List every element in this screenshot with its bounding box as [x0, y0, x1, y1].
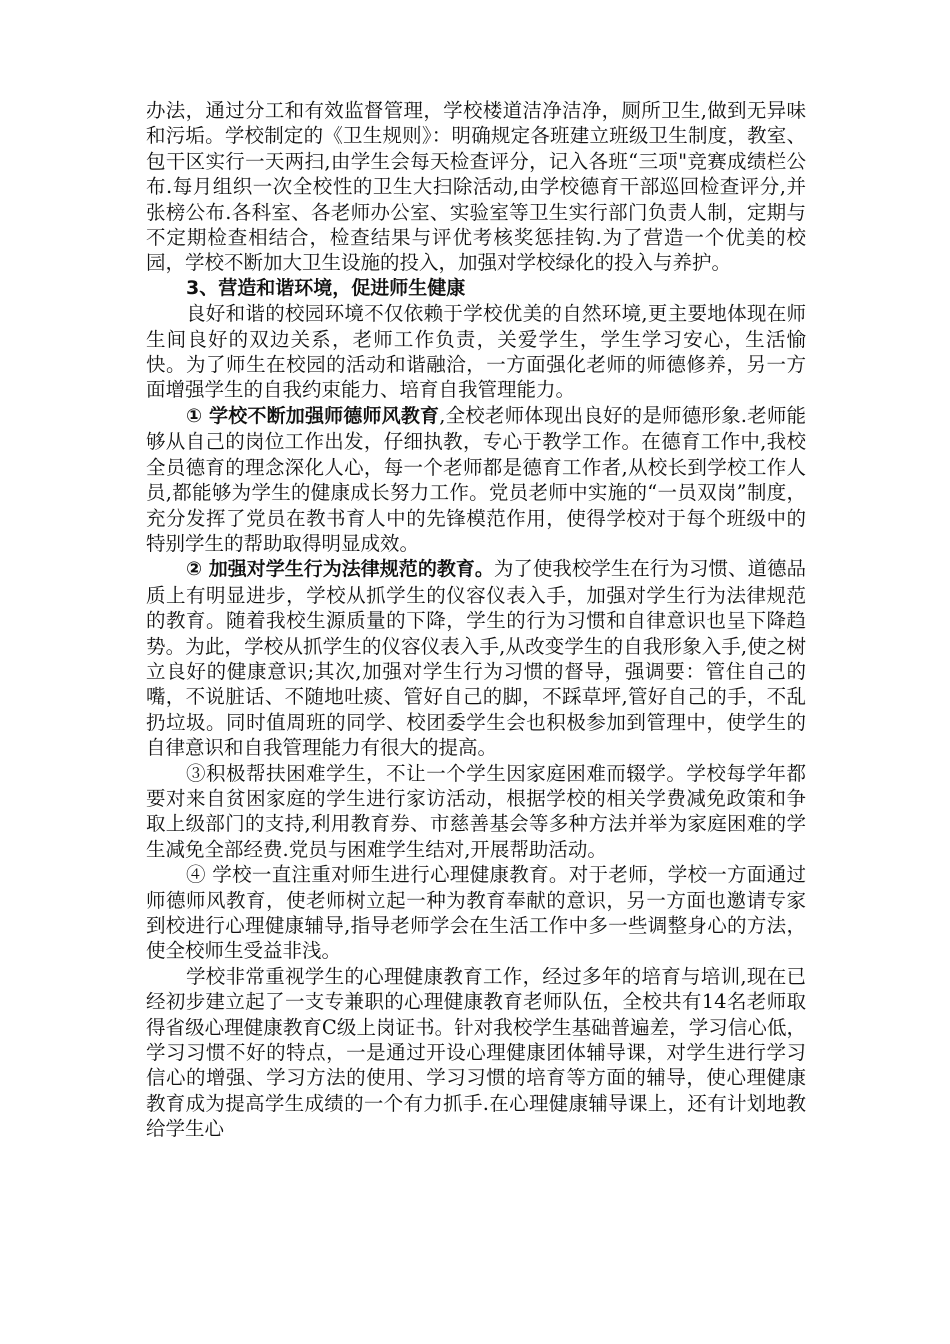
document-page [146, 98, 806, 1142]
item-2-body: 为了使我校学生在行为习惯、道德品质上有明显进步，学校从抓学生的仪容仪表入手，加强对学生行为法律规范的教育。随着我校生源质量的下降，学生的行为习惯和自律意识也呈下降趋势。为此，学校从抓学生的仪容仪表入手,从改变学生的自我形象入手,使之树立良好的健康意识;其次,加强对学生行为习惯的督导，强调要：管住自己的嘴，不说脏话、不随地吐痰、管好自己的脚，不踩草坪,管好自己的手，不乱扔垃圾。同时值周班的同学、校团委学生会也积极参加到管理中，使学生的自律意识和自我管理能力有很大的提高。 [146, 557, 806, 760]
paragraph-hygiene: 办法，通过分工和有效监督管理，学校楼道洁净洁净，厕所卫生,做到无异味和污垢。学校制定的《卫生规则》：明确规定各班建立班级卫生制度，教室、包干区实行一天两扫,由学生会每天检查评分，记入各班“三项"竞赛成绩栏公布.每月组织一次全校性的卫生大扫除活动,由学校德育干部巡回检查评分,并张榜公布.各科室、各老师办公室、实验室等卫生实行部门负责人制，定期与不定期检查相结合，检查结果与评优考核奖惩挂钩.为了营造一个优美的校园，学校不断加大卫生设施的投入，加强对学校绿化的投入与养护。 [146, 99, 806, 275]
item-1-body: ,全校老师体现出良好的是师德形象.老师能够从自己的岗位工作出发，仔细执教，专心于教学工作。在德育工作中,我校全员德育的理念深化人心，每一个老师都是德育工作者,从校长到学校工作人员,都能够为学生的健康成长努力工作。党员老师中实施的“一员双岗”制度，充分发挥了党员在教书育人中的先锋模范作用，使得学校对于每个班级中的特别学生的帮助取得明显成效。 [146, 403, 806, 555]
paragraph-environment: 良好和谐的校园环境不仅依赖于学校优美的自然环境,更主要地体现在师生间良好的双边关系，老师工作负责，关爱学生，学生学习安心，生活愉快。为了师生在校园的活动和谐融洽，一方面强化老师的师德修养，另一方面增强学生的自我约束能力、培育自我管理能力。 [146, 302, 806, 402]
paragraph-item-1 [146, 403, 806, 556]
item-2-lead: ② 加强对学生行为法律规范的教育。 [186, 558, 494, 581]
section-heading: 3、营造和谐环境，促进师生健康 [186, 276, 466, 299]
paragraph-item-3: ③积极帮扶困难学生，不让一个学生因家庭困难而辍学。学校每学年都要对来自贫困家庭的学生进行家访活动，根据学校的相关学费减免政策和争取上级部门的支持,利用教育券、市慈善基会等多种方法并举为家庭困难的学生减免全部经费.党员与困难学生结对,开展帮助活动。 [146, 761, 806, 861]
item-1-lead: ① 学校不断加强师德师风教育 [186, 404, 440, 427]
paragraph-item-4: ④ 学校一直注重对师生进行心理健康教育。对于老师，学校一方面通过师德师风教育，使老师树立起一种为教育奉献的意识，另一方面也邀请专家到校进行心理健康辅导,指导老师学会在生活工作中多一些调整身心的方法，使全校师生受益非浅。 [146, 863, 806, 963]
paragraph-item-2 [146, 556, 806, 760]
paragraph-psychology: 学校非常重视学生的心理健康教育工作，经过多年的培育与培训,现在已经初步建立起了一支专兼职的心理健康教育老师队伍，全校共有14名老师取得省级心理健康教育C级上岗证书。针对我校学生基础普遍差，学习信心低，学习习惯不好的特点，一是通过开设心理健康团体辅导课，对学生进行学习信心的增强、学习方法的使用、学习习惯的培育等方面的辅导，使心理健康教育成为提高学生成绩的一个有力抓手.在心理健康辅导课上，还有计划地教给学生心 [146, 964, 806, 1141]
